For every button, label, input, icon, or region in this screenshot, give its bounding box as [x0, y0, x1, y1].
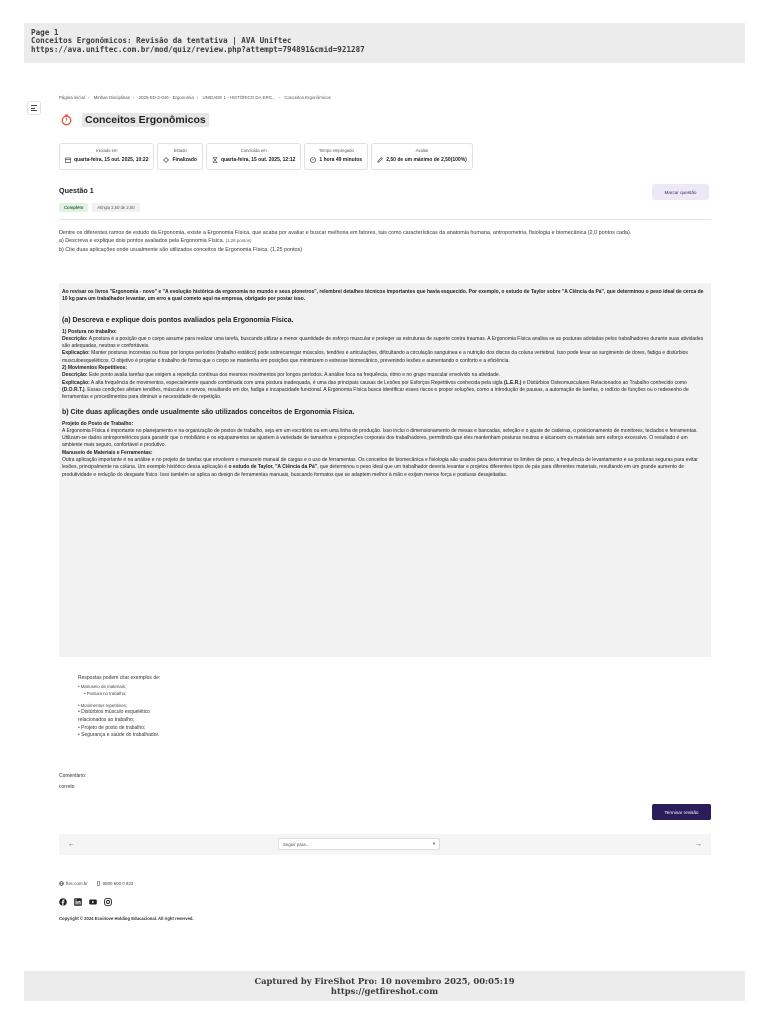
- hint-line: • Postura no trabalho;: [84, 691, 127, 697]
- youtube-icon[interactable]: [89, 898, 97, 906]
- footer-phone-link[interactable]: [96, 881, 134, 886]
- comment-label: Comentário:: [59, 773, 87, 779]
- flag-question-button[interactable]: Marcar questão: [652, 184, 709, 200]
- label-explanation: Explicação:: [62, 350, 90, 357]
- label-description: Descrição:: [62, 372, 88, 379]
- summary-label: Concluída em: [240, 148, 267, 153]
- taylor-reference: o estudo de Taylor, "A Ciência da Pá": [228, 464, 318, 471]
- calendar-icon: [65, 157, 71, 163]
- breadcrumb-course[interactable]: 2025-ED-2-046 - Ergonomia: [138, 95, 194, 100]
- ler-acronym: (L.E.R.): [503, 379, 522, 386]
- hint-title: Respostas podem citar exemplos de:: [78, 675, 161, 681]
- breadcrumb-home[interactable]: Página inicial: [59, 95, 85, 100]
- summary-label: Estado: [173, 148, 187, 153]
- hint-line: • Segurança e saúde do trabalhador.: [78, 732, 160, 739]
- summary-value: Finalizado: [172, 157, 197, 163]
- summary-completed: [206, 143, 301, 170]
- capture-credit-url: https://getfireshot.com: [330, 986, 439, 996]
- response-heading-a: (a) Descreva e explique dois pontos avaliados pela Ergonomia Física.: [62, 316, 294, 324]
- question-text: [59, 229, 711, 254]
- hint-line: relacionados ao trabalho;: [78, 716, 135, 723]
- response-point-1-title: 1) Postura no trabalho:: [62, 328, 117, 335]
- comment-value: correto: [59, 784, 75, 790]
- response-point-2-exp: A alta frequência de movimentos, especialmente quando combinada com uma postura inadequada, é uma das principais causas de Lesões por Esforços Repetitivos conhecida pela sigla: [89, 379, 504, 386]
- activity-navigation: [59, 834, 711, 855]
- clock-icon: [310, 157, 316, 163]
- status-badge: Completo: [59, 203, 88, 212]
- hourglass-icon: [212, 157, 218, 163]
- capture-url: https://ava.uniftec.com.br/mod/quiz/review.php?attempt=794891&cmid=921287: [31, 45, 365, 54]
- response-point-1-desc: A postura é a posição que o corpo assume para realizar uma tarefa, buscando utilizar a menor quantidade de esforço muscular e proteger as estruturas de suporte contra traumas. A Ergonomia Física analisa se as posturas adotadas pelos trabalhadores durante suas atividades são adequadas, neutras e confortáveis.: [62, 335, 704, 350]
- summary-started: [59, 143, 154, 170]
- previous-activity-arrow-icon[interactable]: ←: [68, 841, 75, 848]
- response-application-2-text-end: , que determinou o peso ideal que um trabalhador deveria levantar e projetou diferentes tipos de pás para diferentes materiais, resultando em um grande aumento de produtividade e redução do desgaste físico. Isso também se aplica ao design de ferramentas manuais, buscando formatos que se adaptem melhor à mão e exijam menos força e posturas desajeitadas.: [62, 464, 685, 478]
- response-point-2-desc: Este ponto avalia tarefas que exigem a repetição contínua dos mesmos movimentos por longos períodos. A análise foca na frequência, ritmo e no grupo muscular envolvido na atividade.: [87, 372, 501, 379]
- summary-time-taken: [304, 143, 368, 170]
- summary-state: [157, 143, 202, 170]
- label-description: Descrição:: [62, 335, 88, 342]
- comment-section: [59, 771, 86, 793]
- attempt-summary: [59, 143, 473, 170]
- linkedin-icon[interactable]: [74, 898, 82, 906]
- breadcrumb-unit[interactable]: UNIDADE 1 - HISTÓRICO DA ERG...: [202, 95, 276, 100]
- summary-value: 1 hora 49 minutos: [319, 157, 363, 163]
- capture-credit: Captured by FireShot Pro: 10 novembro 2025, 00:05:19: [254, 976, 515, 986]
- hint-line: • Distúrbios músculo esquelético: [78, 709, 151, 716]
- footer-contact: [59, 881, 133, 886]
- response-heading-b: b) Cite duas aplicações onde usualmente são utilizados conceitos de Ergonomia Física.: [62, 408, 355, 416]
- response-application-2-title: Manuseio de Materiais e Ferramentas:: [62, 449, 153, 456]
- copyright-text: Copyright © 2024 Ecoinove Holding Educacional. All right reserved.: [59, 916, 194, 921]
- breadcrumb: Página inicial › Minhas Disciplinas › 2025-ED-2-046 - Ergonomia › UNIDADE 1 - HISTÓRICO DA ERG... › Conceitos Ergonômicos: [59, 95, 331, 100]
- response-point-1-exp: Manter posturas incorretas ou fixas por longos períodos (trabalho estático) pode sobrecarregar músculos, tendões e articulações, dificultando a circulação sanguínea e a nutrição dos discos da coluna vertebral. Isso pode levar ao surgimento de dores, fadiga e distúrbios musculoesqueléticos. O objetivo é projetar o trabalho de forma que o corpo se mantenha em posições que minimizem o estresse biomecânico, prevenindo lesões e aumentando o conforto e a eficiência.: [62, 350, 688, 364]
- jump-to-value: Seguir para...: [283, 841, 310, 847]
- capture-title: Conceitos Ergonômicos: Revisão da tentativa | AVA Uniftec: [31, 37, 292, 46]
- divider: [59, 219, 711, 220]
- hint-line: • Manuseio de materiais;: [78, 683, 127, 689]
- next-activity-arrow-icon[interactable]: →: [695, 841, 702, 848]
- capture-page: Page 1: [31, 29, 59, 37]
- facebook-icon[interactable]: [59, 898, 67, 906]
- chevron-down-icon: ▾: [432, 841, 435, 846]
- capture-footer: [24, 971, 745, 1001]
- finish-review-button[interactable]: Terminar revisão: [652, 804, 711, 820]
- capture-header: [24, 23, 745, 63]
- social-links: [59, 898, 112, 906]
- question-intro: Dentre os diferentes ramos de estudo da Ergonomia, existe a Ergonomia Física, que acaba por avaliar e buscar melhoria em fatores, tais como características da anatomia humana, antropometria, fisiologia e biomecânica (2,0 pontos cada).: [59, 230, 632, 236]
- page-title: Conceitos Ergonômicos: [82, 113, 209, 127]
- answer-response: [59, 283, 711, 657]
- globe-icon: [59, 881, 64, 886]
- response-application-1-text: A Ergonomia Física é importante no planejamento e na organização de postos de trabalho, seja em um escritório ou em uma linha de produção. Isso inclui o dimensionamento de mesas e bancadas, seleção e o ajuste de cadeiras, o posicionamento de monitores, teclados e ferramentas. Utilizam-se dados antropométricos para garantir que o mobiliário e os equipamentos se ajustem à variedade de tamanhos e proporções corporais dos trabalhadores, permitindo que eles mantenham posturas neutras e alcancem os materiais sem esforço excessivo. O resultado é um ambiente mais seguro, confortável e produtivo.: [62, 427, 698, 449]
- breadcrumb-courses[interactable]: Minhas Disciplinas: [93, 95, 130, 100]
- summary-grade: [371, 143, 473, 170]
- response-point-2-exp-cont: e Distúrbios Osteomusculares Relacionados ao Trabalho conhecido como: [521, 379, 687, 386]
- breadcrumb-quiz[interactable]: Conceitos Ergonômicos: [284, 95, 331, 100]
- summary-label: Iniciado em: [96, 148, 118, 153]
- question-item-a: a) Descreva e explique dois pontos avaliados pela Ergonomia Física.: [59, 238, 225, 245]
- question-badges: [59, 203, 140, 212]
- instagram-icon[interactable]: [104, 898, 112, 906]
- right-answer-feedback: [78, 675, 160, 740]
- summary-label: Tempo empregado: [318, 148, 354, 153]
- drawer-toggle-button[interactable]: [27, 101, 41, 115]
- diamond-icon: [163, 157, 169, 163]
- summary-label: Avaliar: [415, 148, 429, 153]
- response-application-1-title: Projeto do Posto de Trabalho:: [62, 420, 134, 427]
- label-explanation: Explicação:: [62, 379, 90, 386]
- footer-site: ftec.com.br: [66, 881, 88, 886]
- question-item-b: b) Cite duas aplicações onde usualmente são utilizados conceitos de Ergonomia Física. (1,25 pontos): [59, 246, 303, 253]
- response-point-2-title: 2) Movimentos Repetitivos:: [62, 365, 128, 372]
- summary-value: quarta-feira, 15 out. 2025, 12:12: [220, 157, 296, 163]
- question-title: Questão 1: [59, 186, 94, 195]
- footer-phone: 0800 600 0 923: [102, 881, 134, 886]
- jump-to-select[interactable]: [278, 838, 440, 850]
- summary-value: 2,50 de um máximo de 2,50(100%): [386, 157, 467, 163]
- dort-acronym: (D.O.R.T.): [62, 386, 85, 393]
- footer-site-link[interactable]: [59, 881, 88, 886]
- pencil-icon: [377, 157, 383, 163]
- grade-badge: Atingiu 2,50 de 2,50: [92, 203, 139, 212]
- summary-value: quarta-feira, 15 out. 2025, 10:22: [74, 157, 149, 163]
- hint-line: • Movimentos repetitivos;: [78, 702, 127, 708]
- question-item-a-points: (1,25 pontos): [225, 238, 252, 244]
- hint-line: • Projeto de posto de trabalho;: [78, 724, 146, 731]
- response-point-2-exp-end: . Essas condições afetam tendões, músculos e nervos, resultando em dor, fadiga e incapacidade funcional. A Ergonomia Física busca identificar esses riscos e propor soluções, como a introdução de pausas, a automação de tarefas, o rodízio de funções ou o redesenho de ferramentas e procedimentos para diminuir a necessidade de repetição.: [62, 386, 689, 401]
- response-application-2-text: Outra aplicação importante é na análise e no projeto de tarefas que envolvem o manuseio manual de cargas e o uso de ferramentas. Os conceitos de biomecânica e fisiologia são usados para determinar os limites de peso, a frequência de levantamento e as posturas seguras para evitar lesões, principalmente na coluna. Um exemplo histórico dessa aplicação é: [62, 457, 698, 471]
- page-header: [59, 110, 209, 130]
- phone-icon: [96, 881, 101, 886]
- response-intro: Ao revisar os livros "Ergonomia - novo" e "A evolução histórica da ergonomia no mundo e seus pioneiros", relembrei detalhes técnicos importantes que havia esquecido. Por exemplo, o estudo de Taylor sobre "A Ciência da Pá", que determinou o peso ideal de cerca de 10 kg para um trabalhador levantar, um erro a qual cometo aqui na empresa, obrigado por postar isso.: [62, 289, 704, 303]
- quiz-icon: [59, 113, 73, 127]
